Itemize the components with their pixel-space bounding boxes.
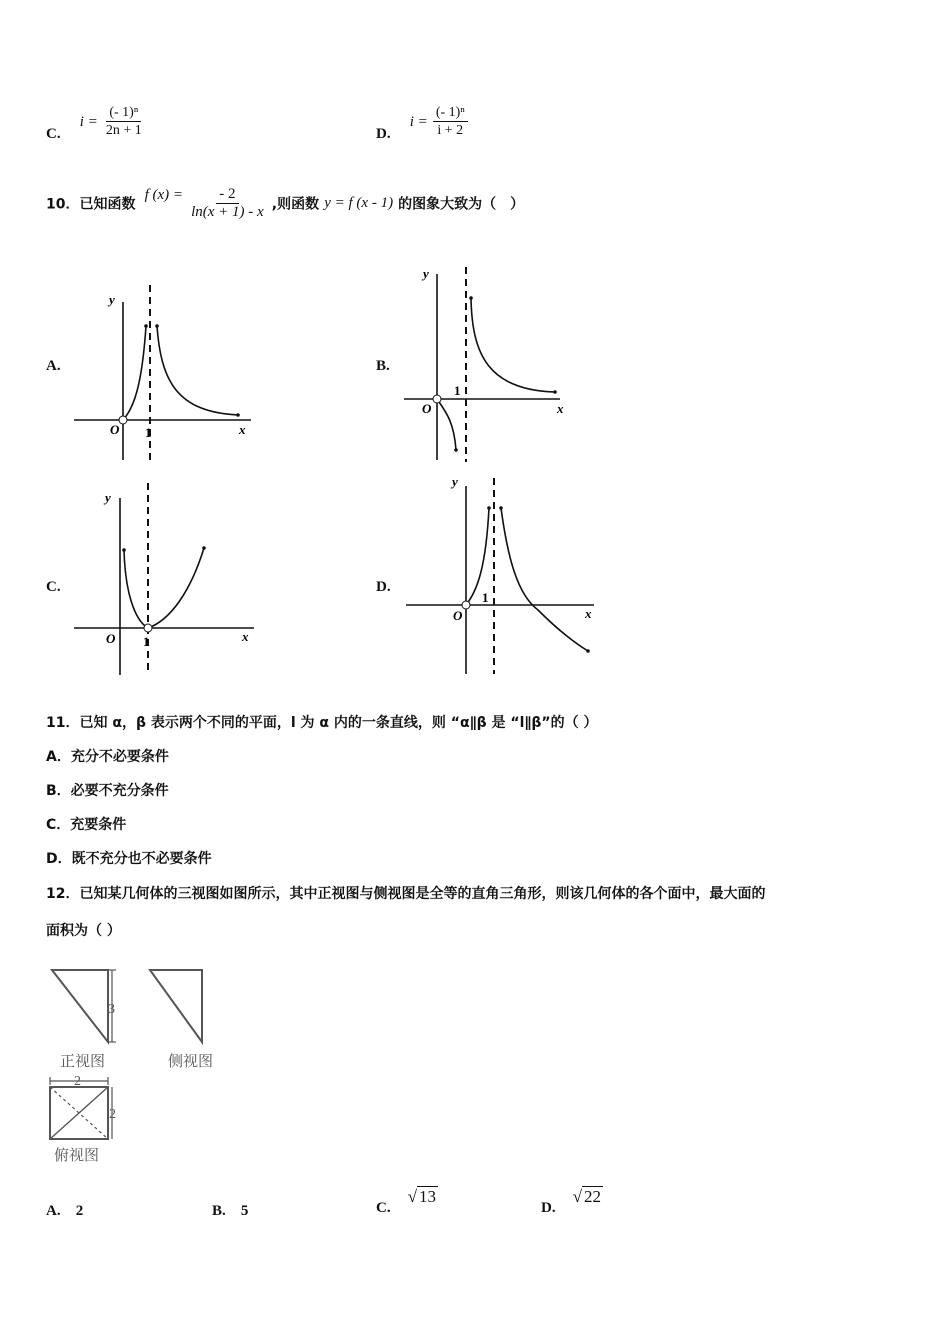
axis-x-label: x [557, 401, 564, 416]
origin-label: O [422, 401, 432, 416]
q9-option-d [376, 104, 468, 143]
option-label: D. [376, 126, 391, 142]
axis-x-label: x [585, 606, 592, 621]
q10-graph-b [398, 262, 578, 467]
q12-answer-b [212, 1200, 248, 1220]
option-label: D. [541, 1200, 556, 1216]
option-label: C. [46, 126, 61, 142]
tick-one-label: 1 [143, 634, 150, 649]
radicand: 22 [584, 1187, 602, 1206]
q11-option-d: D．既不充分也不必要条件 [46, 851, 212, 867]
option-value: 2 [75, 1203, 84, 1219]
q12-answer-a [46, 1200, 83, 1220]
side-view-label: 侧视图 [168, 1054, 214, 1070]
fraction [433, 104, 468, 139]
origin-label: O [453, 608, 463, 623]
front-view-label: 正视图 [60, 1054, 106, 1070]
origin-label: O [110, 422, 120, 437]
q10-stem [46, 186, 524, 221]
q10-option-a-label: A. [46, 358, 61, 374]
q12-stem-line2: 面积为（ ） [46, 923, 121, 939]
axis-x-label: x [239, 422, 246, 437]
q10-graph-c [66, 480, 266, 678]
front-view [52, 970, 116, 1070]
dim-height: 3 [108, 1002, 115, 1017]
q9-option-c [46, 104, 145, 143]
q11-option-a: A．充分不必要条件 [46, 749, 169, 765]
q11-stem: 11．已知 α，β 表示两个不同的平面，l 为 α 内的一条直线，则 “α∥β 是 “l∥β”的（ ） [46, 715, 598, 731]
option-value: 5 [240, 1203, 249, 1219]
q10-mid: ,则函数 [271, 196, 320, 213]
top-view [50, 1074, 116, 1164]
q10-fx: f (x) = [144, 187, 184, 203]
denominator: i + 2 [437, 123, 464, 138]
q10-option-b-label: B. [376, 358, 390, 374]
tick-one-label: 1 [145, 425, 152, 440]
q12-answer-c [376, 1186, 438, 1217]
numerator: (- 1)ⁿ [106, 104, 141, 122]
tick-one-label: 1 [454, 383, 461, 398]
formula-lhs: i = [79, 114, 98, 130]
denominator: 2n + 1 [105, 123, 142, 138]
axis-y-label: y [452, 474, 458, 489]
q10-yexpr: y = f (x - 1) [324, 195, 394, 211]
dim-depth: 2 [109, 1107, 116, 1122]
numerator: (- 1)ⁿ [433, 104, 468, 122]
sqrt-value: √ 22 [572, 1187, 602, 1206]
formula-lhs: i = [409, 114, 428, 130]
numerator: - 2 [216, 186, 238, 204]
q12-stem-line1: 12．已知某几何体的三视图如图所示，其中正视图与侧视图是全等的直角三角形，则该几何体的各个面中，最大面的 [46, 886, 766, 902]
q11-option-c: C．充要条件 [46, 817, 127, 833]
q10-graph-a [66, 280, 266, 465]
tick-one-label: 1 [482, 590, 489, 605]
axis-x-label: x [242, 629, 249, 644]
dim-width: 2 [74, 1074, 81, 1089]
q11-option-b: B．必要不充分条件 [46, 783, 169, 799]
axis-y-label: y [109, 292, 115, 307]
q10-suffix: 的图象大致为（ ） [398, 196, 525, 213]
origin-label: O [106, 631, 116, 646]
q12-answer-d [541, 1186, 603, 1217]
sqrt-value: √ 13 [407, 1187, 437, 1206]
denominator: ln(x + 1) - x [191, 204, 264, 220]
q10-prefix: 10．已知函数 [46, 196, 136, 213]
q10-fraction [188, 186, 267, 221]
fraction [103, 104, 145, 139]
axis-y-label: y [105, 490, 111, 505]
q10-graph-d [398, 470, 603, 678]
top-view-label: 俯视图 [54, 1148, 100, 1164]
option-label: A. [46, 1203, 61, 1219]
option-label: B. [212, 1203, 226, 1219]
axis-y-label: y [423, 266, 429, 281]
radicand: 13 [419, 1187, 437, 1206]
option-label: C. [376, 1200, 391, 1216]
q10-option-c-label: C. [46, 579, 61, 595]
side-view [150, 970, 213, 1070]
q10-option-d-label: D. [376, 579, 391, 595]
q12-three-views [40, 962, 240, 1170]
